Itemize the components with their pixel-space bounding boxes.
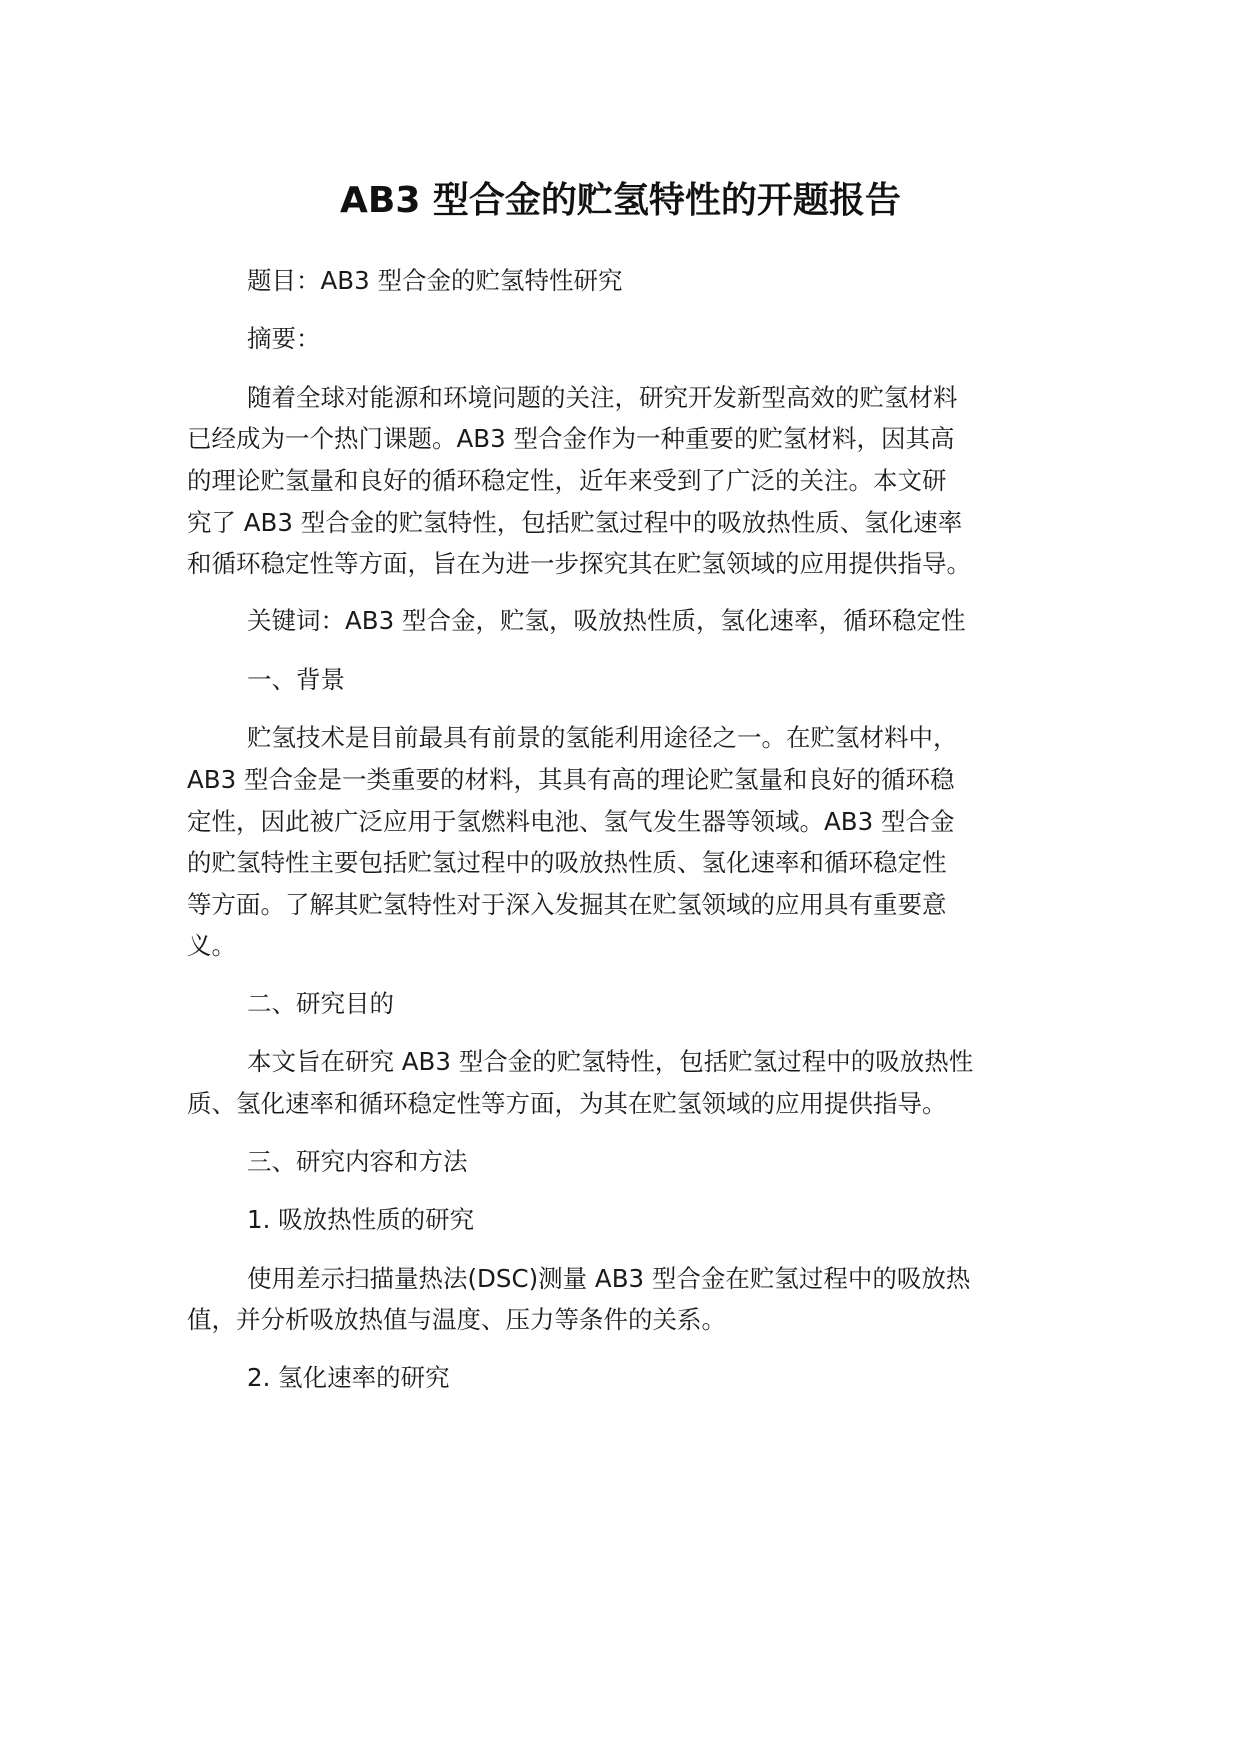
subsection-heading-heat: 1. 吸放热性质的研究 xyxy=(247,1205,475,1234)
purpose-text-line: 本文旨在研究 AB3 型合金的贮氢特性，包括贮氢过程中的吸放热性 xyxy=(247,1047,974,1076)
document-title: AB3 型合金的贮氢特性的开题报告 xyxy=(340,180,901,221)
heat-text-line: 使用差示扫描量热法(DSC)测量 AB3 型合金在贮氢过程中的吸放热 xyxy=(247,1264,971,1293)
heat-text-line: 值，并分析吸放热值与温度、压力等条件的关系。 xyxy=(187,1305,726,1334)
subsection-heading-rate: 2. 氢化速率的研究 xyxy=(247,1363,450,1392)
background-text-line: 贮氢技术是目前最具有前景的氢能利用途径之一。在贮氢材料中， xyxy=(247,723,958,752)
abstract-text-line: 的理论贮氢量和良好的循环稳定性，近年来受到了广泛的关注。本文研 xyxy=(187,466,947,495)
topic-line: 题目：AB3 型合金的贮氢特性研究 xyxy=(247,266,623,295)
background-text-line: 等方面。了解其贮氢特性对于深入发掘其在贮氢领域的应用具有重要意 xyxy=(187,890,947,919)
background-text-line: AB3 型合金是一类重要的材料，其具有高的理论贮氢量和良好的循环稳 xyxy=(187,765,955,794)
keywords-line: 关键词：AB3 型合金，贮氢，吸放热性质，氢化速率，循环稳定性 xyxy=(247,606,966,635)
purpose-text-line: 质、氢化速率和循环稳定性等方面，为其在贮氢领域的应用提供指导。 xyxy=(187,1089,947,1118)
abstract-heading: 摘要： xyxy=(247,324,321,353)
abstract-text-line: 究了 AB3 型合金的贮氢特性，包括贮氢过程中的吸放热性质、氢化速率 xyxy=(187,508,963,537)
background-text-line: 义。 xyxy=(187,931,236,960)
abstract-text-line: 和循环稳定性等方面，旨在为进一步探究其在贮氢领域的应用提供指导。 xyxy=(187,549,971,578)
background-text-line: 的贮氢特性主要包括贮氢过程中的吸放热性质、氢化速率和循环稳定性 xyxy=(187,848,947,877)
background-text-line: 定性，因此被广泛应用于氢燃料电池、氢气发生器等领域。AB3 型合金 xyxy=(187,807,955,836)
section-heading-purpose: 二、研究目的 xyxy=(247,989,394,1018)
section-heading-background: 一、背景 xyxy=(247,665,345,694)
section-heading-content-methods: 三、研究内容和方法 xyxy=(247,1147,468,1176)
abstract-text-line: 随着全球对能源和环境问题的关注，研究开发新型高效的贮氢材料 xyxy=(247,383,958,412)
abstract-text-line: 已经成为一个热门课题。AB3 型合金作为一种重要的贮氢材料，因其高 xyxy=(187,424,955,453)
